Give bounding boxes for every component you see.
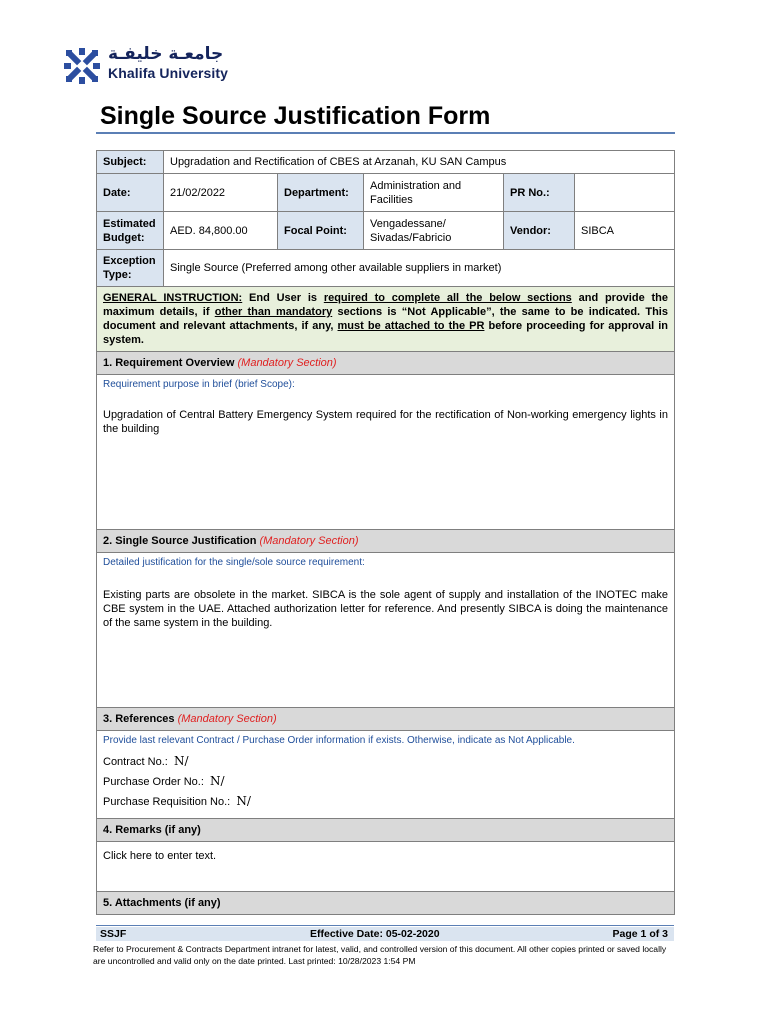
- section-2-header: [97, 530, 675, 553]
- purchase-order-label: Purchase Order No.:: [103, 776, 204, 788]
- section-3-body-row: [97, 731, 675, 819]
- budget-field[interactable]: AED. 84,800.00: [164, 212, 278, 250]
- section-3-body: [97, 731, 675, 819]
- focal-point-field[interactable]: Vengadessane/ Sivadas/Fabricio: [364, 212, 504, 250]
- khalifa-logo-icon: [64, 48, 100, 84]
- contract-number-label: Contract No.:: [103, 756, 168, 768]
- section-2-body[interactable]: [97, 553, 675, 708]
- section-3-hint: Provide last relevant Contract / Purchase Order information if exists. Otherwise, indicate as Not Applicable.: [103, 735, 575, 746]
- date-row: [97, 174, 675, 212]
- date-field[interactable]: 21/02/2022: [164, 174, 278, 212]
- purchase-requisition-label: Purchase Requisition No.:: [103, 796, 231, 808]
- section-2-mandatory: (Mandatory Section): [259, 535, 359, 547]
- section-1-body-row: [97, 375, 675, 530]
- section-1-header-row: [97, 352, 675, 375]
- subject-row: [97, 151, 675, 174]
- section-3-mandatory: (Mandatory Section): [177, 713, 277, 725]
- section-1-mandatory: (Mandatory Section): [237, 357, 337, 369]
- instruction-underline-1: required to complete all the below sections: [323, 292, 572, 304]
- instruction-text-4: before proceeding for approval in system.: [103, 320, 669, 346]
- section-2-hint: Detailed justification for the single/sole source requirement:: [103, 557, 365, 568]
- footer-bar: [96, 927, 674, 941]
- section-3-header-row: [97, 708, 675, 731]
- remarks-field[interactable]: Click here to enter text.: [97, 842, 675, 892]
- instruction-underline-2: other than mandatory: [214, 306, 333, 318]
- footer-divider: [96, 925, 674, 926]
- exception-row: [97, 250, 675, 287]
- purchase-order-field[interactable]: N/: [210, 774, 225, 788]
- section-1-header: [97, 352, 675, 375]
- section-1-title: 1. Requirement Overview: [103, 357, 238, 369]
- instruction-row: [97, 287, 675, 352]
- instruction-underline-3: must be attached to the PR: [337, 320, 485, 332]
- university-logo: [64, 46, 244, 86]
- section-4-header: 4. Remarks (if any): [97, 819, 675, 842]
- footer-page-number: Page 1 of 3: [612, 928, 668, 940]
- exception-field[interactable]: Single Source (Preferred among other available suppliers in market): [164, 250, 675, 287]
- section-3-header: [97, 708, 675, 731]
- purchase-order-line: [103, 772, 668, 792]
- department-field[interactable]: Administration and Facilities: [364, 174, 504, 212]
- pr-number-field[interactable]: [575, 174, 675, 212]
- page-title: Single Source Justification Form: [100, 102, 491, 130]
- department-label: Department:: [278, 174, 364, 212]
- section-2-body-row: [97, 553, 675, 708]
- focal-point-label: Focal Point:: [278, 212, 364, 250]
- section-2-title: 2. Single Source Justification: [103, 535, 260, 547]
- section-5-header: 5. Attachments (if any): [97, 892, 675, 915]
- footer-effective-date: Effective Date: 05-02-2020: [310, 928, 440, 940]
- section-5-header-row: [97, 892, 675, 915]
- logo-arabic-text: جامعـة خليفـة: [108, 44, 224, 64]
- instruction-text-2: and provide the maximum details, if: [103, 292, 668, 318]
- vendor-label: Vendor:: [504, 212, 575, 250]
- title-divider: [96, 132, 675, 134]
- section-4-header-row: [97, 819, 675, 842]
- purchase-requisition-line: [103, 792, 668, 812]
- date-label: Date:: [97, 174, 164, 212]
- subject-label: Subject:: [97, 151, 164, 174]
- contract-number-line: [103, 752, 668, 772]
- contract-number-field[interactable]: N/: [173, 754, 189, 768]
- subject-field[interactable]: Upgradation and Rectification of CBES at Arzanah, KU SAN Campus: [164, 151, 675, 174]
- vendor-field[interactable]: SIBCA: [575, 212, 675, 250]
- instruction-text-3: sections is “Not Applicable”, the same to be indicated. This document and relevant attachments, if any,: [103, 306, 668, 332]
- section-2-text: Existing parts are obsolete in the market. SIBCA is the sole agent of supply and installation of the INOTEC make CBE system in the UAE. Attached authorization letter for reference. And presently SIBCA is doing the maintenance of the same system in the building.: [103, 589, 668, 629]
- section-1-hint: Requirement purpose in brief (brief Scope):: [103, 379, 295, 390]
- budget-label: Estimated Budget:: [97, 212, 164, 250]
- purchase-requisition-field[interactable]: N/: [236, 794, 251, 808]
- section-3-title: 3. References: [103, 713, 178, 725]
- section-1-text: Upgradation of Central Battery Emergency System required for the rectification of Non-working emergency lights in the building: [103, 409, 668, 435]
- footer-note: Refer to Procurement & Contracts Department intranet for latest, valid, and controlled version of this document. All other copies printed or saved locally are uncontrolled and valid only on the date printed. Last printed: 10/28/2023 1:54 PM: [93, 944, 667, 966]
- general-instruction: [97, 287, 675, 352]
- logo-english-text: Khalifa University: [108, 65, 229, 81]
- section-2-header-row: [97, 530, 675, 553]
- budget-row: [97, 212, 675, 250]
- exception-label: Exception Type:: [97, 250, 164, 287]
- instruction-lead: GENERAL INSTRUCTION:: [103, 292, 243, 304]
- justification-form-table: [96, 150, 675, 915]
- instruction-text-1: End User is: [242, 292, 324, 304]
- pr-number-label: PR No.:: [504, 174, 575, 212]
- section-1-body[interactable]: [97, 375, 675, 530]
- section-4-body-row: [97, 842, 675, 892]
- footer-form-code: SSJF: [100, 928, 127, 940]
